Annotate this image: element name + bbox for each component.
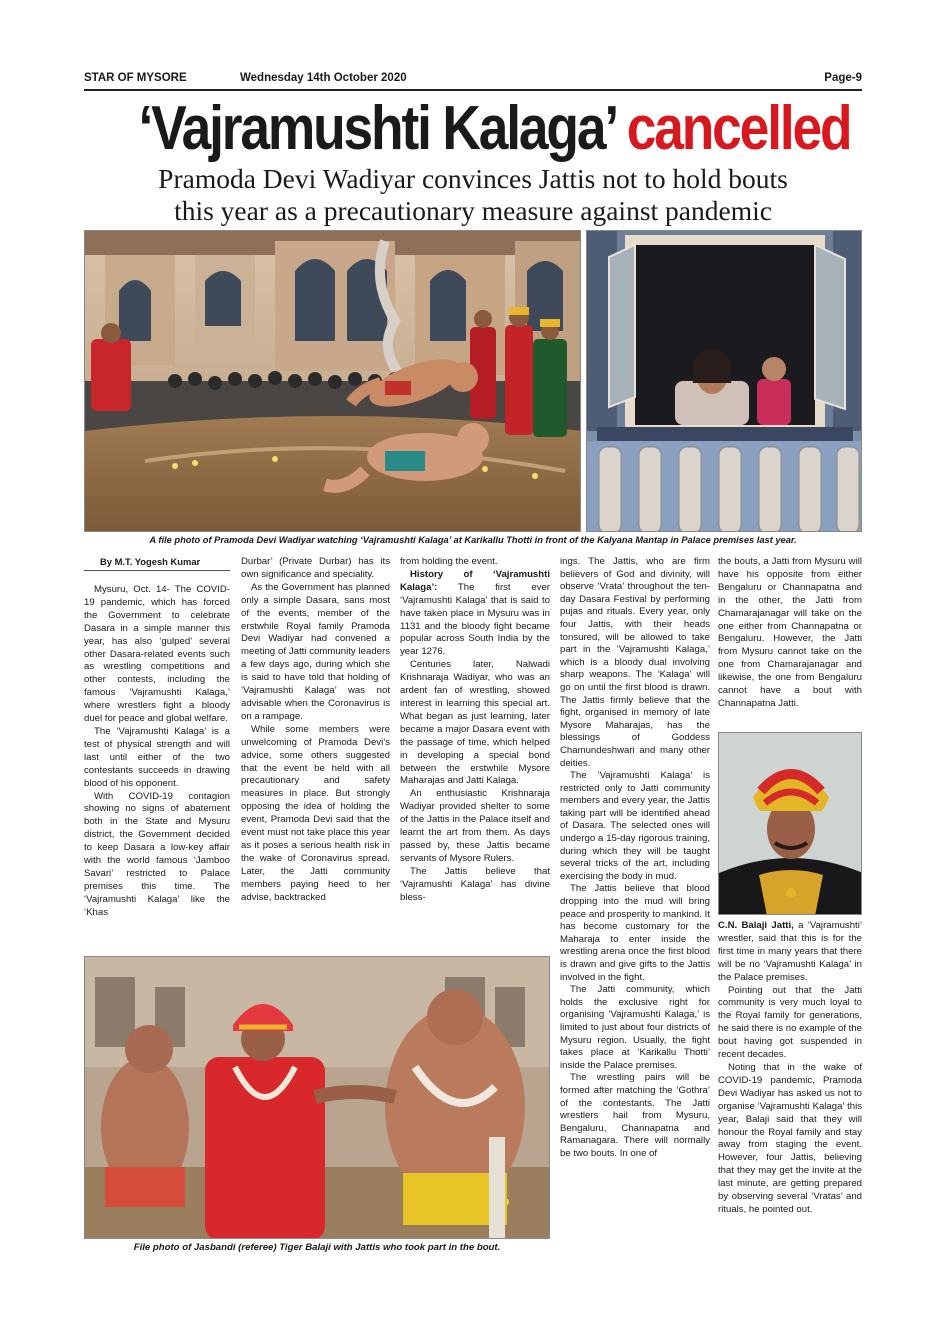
subheadline-line-1: Pramoda Devi Wadiyar convinces Jattis not to hold bouts (158, 163, 788, 194)
paragraph (400, 569, 550, 659)
paragraph: the bouts, a Jatti from Mysuru will have his opposite from either Bengaluru or Channapatna and in the other, the Jatti from Chamarajanagar will take on the one either from Channapatna or Bengaluru. However, the Jatti from Mysuru cannot take on the one from Chamarajanagar and likewise, the one from Bengaluru cannot have a bout with Channapatna Jatti. (718, 556, 862, 709)
paragraph: The ‘Vajramushti Kalaga’ is restricted only to Jatti community members and every year, the Jattis taking part will be identified ahead of Dasara. The selected ones will undergo a 15-day rigorous training, during which they will be taught several tricks of the art, including exercising the body in mud. (560, 770, 710, 882)
paragraph: Durbar’ (Private Durbar) has its own significance and speciality. (241, 556, 390, 580)
article-column-2 (241, 556, 390, 904)
article-column-5-top (718, 556, 862, 711)
arena-illustration (85, 231, 581, 532)
paragraph: An enthusiastic Krishnaraja Wadiyar provided shelter to some of the Jattis in the Palace itself and learnt the art from them. As days passed by, these Jattis became servants of Mysore Rulers. (400, 788, 550, 864)
paragraph-text: The first ever ‘Vajramushti Kalaga’ that is said to have taken place in Mysuru was in 1131 and the bloody fight became popular across South India by the year 1276. (400, 581, 550, 658)
paragraph: The ‘Vajramushti Kalaga’ is a test of physical strength and will last until either of the two contestants succeeds in drawing blood of his opponent. (84, 725, 230, 789)
window-illustration (587, 231, 862, 532)
subheadline (84, 163, 862, 227)
paragraph: The wrestling pairs will be formed after matching the ‘Gothra’ of the contestants. The Jatti wrestlers hail from Mysuru, Bengaluru, Channapatna and Ramanagara. There will normally be two bouts. In one of (560, 1072, 710, 1159)
photo-balaji-jatti-portrait (718, 732, 862, 915)
article-column-1 (84, 584, 230, 920)
page-number: Page-9 (824, 72, 862, 84)
portrait-illustration (719, 733, 862, 915)
paragraph: The Jattis believe that blood dropping into the mud will bring peace and prosperity to mankind. It has become customary for the Maharaja to enter inside the wrestling arena once the first blood is drawn and give gifts to the Jattis involved in the fight. (560, 883, 710, 983)
paragraph: As the Government has planned only a simple Dasara, sans most of the events, member of the erstwhile Royal family Pramoda Devi Wadiyar had convened a meeting of Jatti community leaders a few days ago, during which she is said to have told that holding of ‘Vajramushti Kalaga’ was not advisable when the Coronavirus is on a rampage. (241, 581, 390, 722)
article-column-4 (560, 556, 710, 1161)
paragraph: Mysuru, Oct. 14- The COVID-19 pandemic, which has forced the Government to celebrate Dasara in a simple manner this year, has also ‘gulped’ several other Dasara-related events such as wrestling competitions and other contests, including the famous ‘Vajramushti Kalaga,’ where wrestlers fight a bloody duel for peace and global welfare. (84, 584, 230, 725)
paragraph: from holding the event. (400, 556, 498, 567)
issue-date: Wednesday 14th October 2020 (240, 72, 407, 84)
subheadline-line-2: this year as a precautionary measure against pandemic (174, 195, 772, 226)
masthead-rule (84, 89, 862, 91)
headline-main: ‘Vajramushti Kalaga’ (138, 94, 615, 163)
paragraph-text: a ‘Vajramushti’ wrestler, said that this is for the first time in many years that there will be no ‘Vajramushti Kalaga’ in the Palace premises. (718, 920, 862, 983)
headline (138, 92, 851, 166)
paragraph: ings. The Jattis, who are firm believers of God and divinity, will observe ‘Vrata’ throughout the ten-day Dasara Festival by performing pujas and rituals. Every year, only four Jattis, with their heads tonsured, will be allowed to take part in the ‘Vajramushti Kalaga,’ which is a bloody dual involving sharp weapons. The ‘Kalaga’ will go on until the first blood is drawn. The Jattis firmly believe that the fight, organised in memory of late Mysore Maharajas, has the blessings of Goddess Chamundeshwari and many other deities. (560, 556, 710, 769)
photo-caption-bottom: File photo of Jasbandi (referee) Tiger Balaji with Jattis who took part in the bout. (133, 1242, 501, 1253)
paragraph: While some members were unwelcoming of Pramoda Devi’s advice, some others suggested that the event be held with all precautionary and safety measures in place. But strongly opposing the idea of holding the event, Pramoda Devi said that the event must not take place this year as it poses a serious health risk in the wake of Coronavirus spread. Later, the Jatti community members paying heed to her advise, backtracked (241, 723, 390, 903)
photo-caption-top: A file photo of Pramoda Devi Wadiyar watching ‘Vajramushti Kalaga’ at Karikallu Thotti in front of the Kalyana Mantap in Palace premises last year. (149, 535, 797, 545)
paragraph: Noting that in the wake of COVID-19 pandemic, Pramoda Devi Wadiyar has asked us not to organise ‘Vajramushti Kalaga’ this year, Balaji said that they will honour the Royal family and stay away from staging the event. However, four Jattis, believing that they may get the invite at the last minute, are getting prepared by observing several ‘Vratas’ and rituals, he pointed out. (718, 1061, 862, 1215)
paragraph: The Jatti community, which holds the exclusive right for organising ‘Vajramushti Kalaga,’ is limited to just about four districts of Mysuru region. Usually, the fight takes place at ‘Karikallu Thotti’ inside the Palace premises. (560, 984, 710, 1071)
paragraph: With COVID-19 contagion showing no signs of abatement both in the State and Mysuru district, the Government decided to keep Dasara a low-key affair with the world famous ‘Jamboo Savari’ restricted to Palace premises this time. The ‘Vajramushti Kalaga’ like the ‘Khas (84, 790, 230, 918)
referee-illustration (85, 957, 550, 1239)
photo-pramoda-devi-window (586, 230, 862, 532)
paragraph: Centuries later, Nalwadi Krishnaraja Wadiyar, who was an ardent fan of wrestling, showed interest in learning this special art. What began as just learning, later became a major Dasara event with the passage of time, which helped in developing a special bond between the erstwhile Mysore Maharajas and Jatti Kalaga. (400, 659, 550, 787)
photo-wrestling-arena (84, 230, 581, 532)
photo-referee-with-jattis (84, 956, 550, 1239)
paragraph: The Jattis believe that ‘Vajramushti Kalaga’ has divine bless- (400, 865, 550, 903)
headline-accent: cancelled (626, 94, 851, 163)
paper-name: STAR OF MYSORE (84, 72, 187, 84)
paragraph (718, 920, 862, 985)
paragraph: Pointing out that the Jatti community is very much loyal to the Royal family for generations, he said there is no example of the bout having got suspended in recent decades. (718, 984, 862, 1061)
article-column-5-bottom (718, 920, 862, 1217)
section-heading-history: History of ‘Vajramushti Kalaga’: (400, 568, 550, 593)
byline-text: By M.T. Yogesh Kumar (100, 556, 201, 567)
byline (84, 556, 230, 571)
article-column-3 (400, 556, 550, 904)
person-name: C.N. Balaji Jatti, (718, 920, 794, 931)
